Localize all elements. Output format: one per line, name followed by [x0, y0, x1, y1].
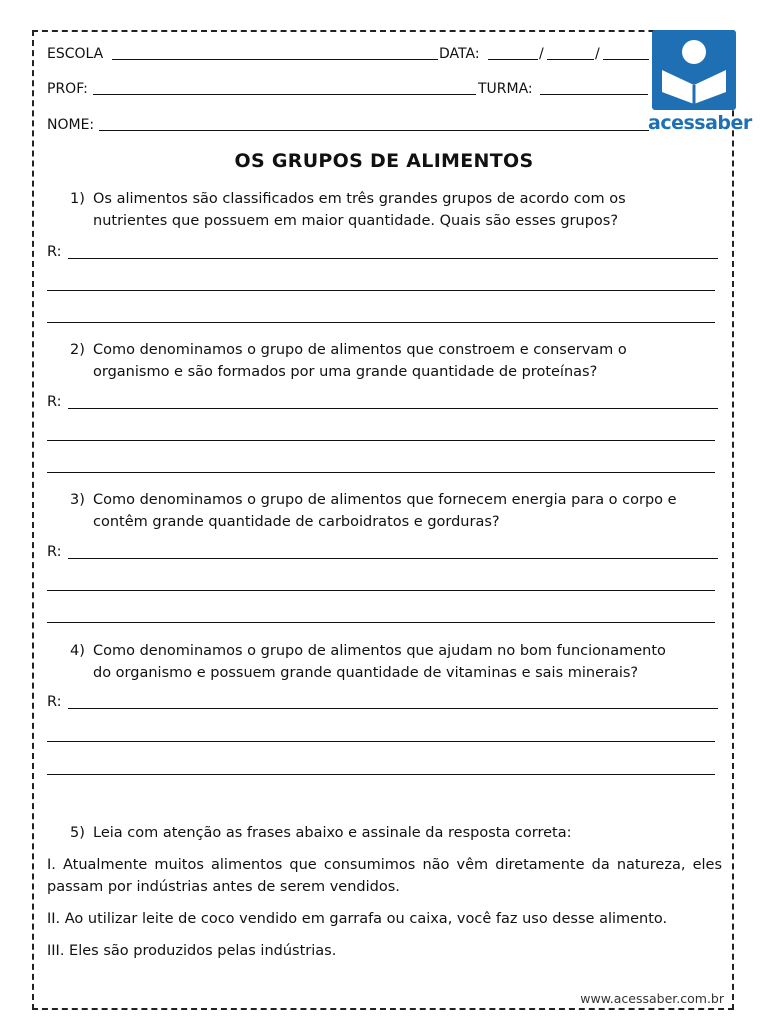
nome-field[interactable] [99, 130, 649, 131]
answer-line[interactable] [47, 622, 715, 623]
question-text: contêm grande quantidade de carboidratos e gorduras? [93, 514, 500, 530]
turma-field[interactable] [540, 94, 648, 95]
question-text: organismo e são formados por uma grande quantidade de proteínas? [93, 364, 598, 380]
question-number: 2) [70, 342, 85, 358]
answer-line[interactable] [47, 741, 715, 742]
answer-line[interactable] [47, 290, 715, 291]
question-number: 5) [70, 825, 85, 841]
nome-label: NOME: [47, 117, 95, 133]
answer-line[interactable] [47, 440, 715, 441]
answer-line[interactable] [47, 472, 715, 473]
answer-label: R: [47, 544, 62, 560]
data-label: DATA: [439, 46, 480, 62]
answer-label: R: [47, 694, 62, 710]
question-text: Como denominamos o grupo de alimentos que constroem e conservam o [93, 342, 627, 358]
statement-3: III. Eles são produzidos pelas indústrias. [47, 943, 337, 959]
prof-field[interactable] [93, 94, 476, 95]
question-text: nutrientes que possuem em maior quantidade. Quais são esses grupos? [93, 213, 619, 229]
answer-line[interactable] [68, 708, 718, 709]
footer-url[interactable]: www.acessaber.com.br [580, 991, 724, 1006]
answer-line[interactable] [47, 590, 715, 591]
statement-1: I. Atualmente muitos alimentos que consumimos não vêm diretamente da natureza, eles passam por indústrias antes de serem vendidos. [47, 857, 722, 895]
data-year-field[interactable] [603, 59, 649, 60]
answer-line[interactable] [47, 774, 715, 775]
answer-line[interactable] [68, 258, 718, 259]
data-month-field[interactable] [547, 59, 594, 60]
logo-text: acessaber [648, 112, 752, 134]
data-separator: / [595, 46, 600, 62]
acessaber-logo [652, 30, 736, 110]
question-text: Leia com atenção as frases abaixo e assinale da resposta correta: [93, 825, 572, 841]
statement-2: II. Ao utilizar leite de coco vendido em garrafa ou caixa, você faz uso desse alimento. [47, 911, 668, 927]
data-separator: / [539, 46, 544, 62]
question-text: Os alimentos são classificados em três grandes grupos de acordo com os [93, 191, 626, 207]
question-text: Como denominamos o grupo de alimentos que fornecem energia para o corpo e [93, 492, 677, 508]
answer-line[interactable] [47, 322, 715, 323]
question-number: 4) [70, 643, 85, 659]
answer-label: R: [47, 394, 62, 410]
question-text: Como denominamos o grupo de alimentos que ajudam no bom funcionamento [93, 643, 666, 659]
question-text: do organismo e possuem grande quantidade de vitaminas e sais minerais? [93, 665, 639, 681]
question-number: 1) [70, 191, 85, 207]
escola-label: ESCOLA [47, 46, 104, 62]
escola-field[interactable] [112, 59, 438, 60]
turma-label: TURMA: [478, 81, 533, 97]
answer-label: R: [47, 244, 62, 260]
question-number: 3) [70, 492, 85, 508]
reader-icon [652, 30, 736, 110]
page-title: OS GRUPOS DE ALIMENTOS [234, 150, 534, 172]
data-day-field[interactable] [488, 59, 538, 60]
answer-line[interactable] [68, 558, 718, 559]
prof-label: PROF: [47, 81, 88, 97]
answer-line[interactable] [68, 408, 718, 409]
